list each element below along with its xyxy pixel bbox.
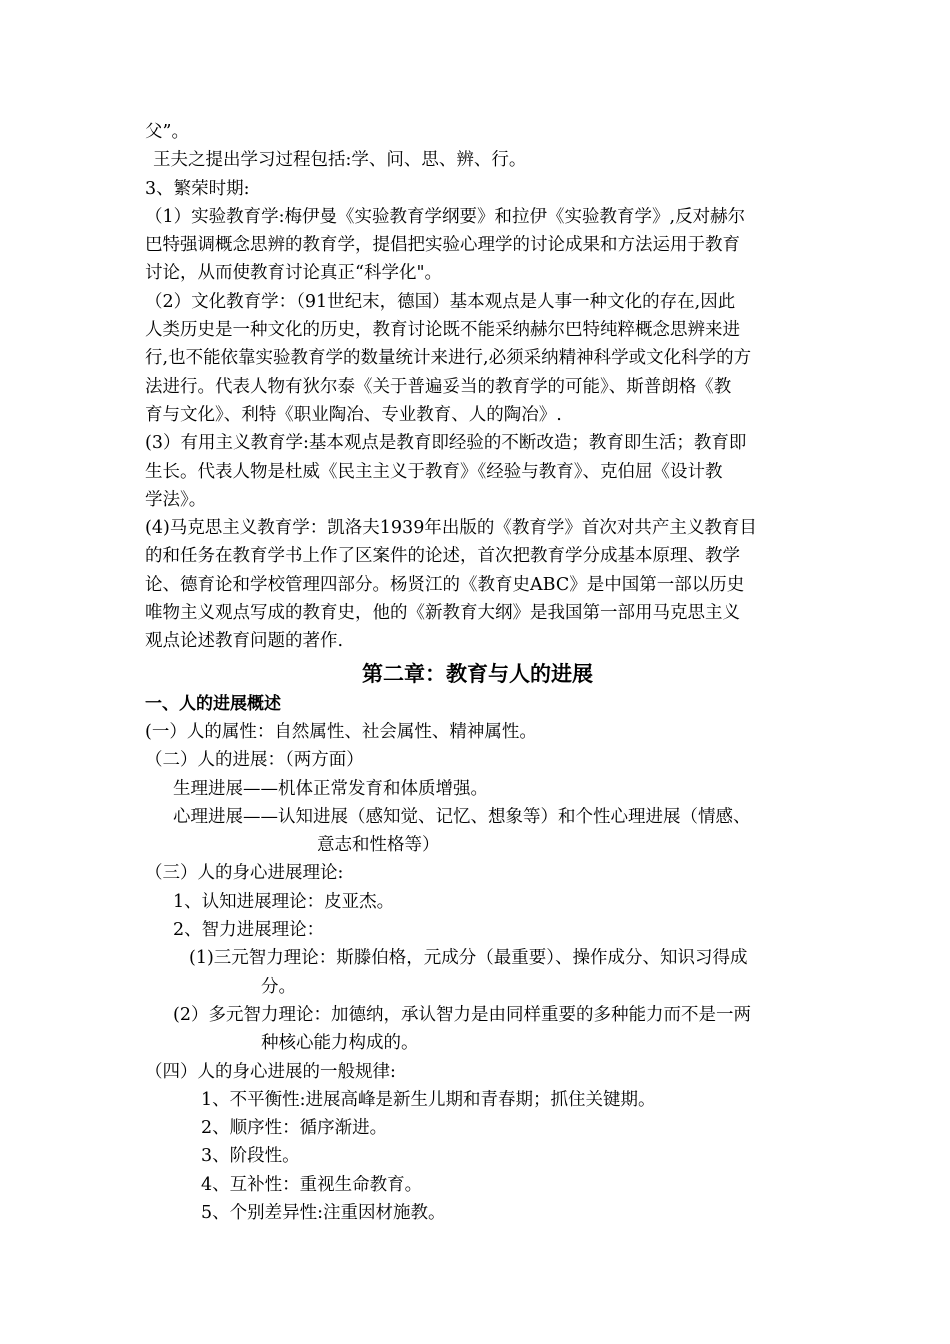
text-line: 观点论述教育问题的著作. xyxy=(145,631,344,652)
text-line: （1）实验教育学:梅伊曼《实验教育学纲要》和拉伊《实验教育学》,反对赫尔 xyxy=(145,206,746,227)
text-line: 王夫之提出学习过程包括:学、问、思、辨、行。 xyxy=(153,150,527,171)
list-item-continuation: 种核心能力构成的。 xyxy=(261,1033,419,1054)
document-page xyxy=(145,118,810,1227)
list-item: 心理进展——认知进展（感知觉、记忆、想象等）和个性心理进展（情感、 xyxy=(173,806,751,827)
text-line: 行,也不能依靠实验教育学的数量统计来进行,必须采纳精神科学或文化科学的方 xyxy=(145,348,752,369)
list-item: 2、顺序性：循序渐进。 xyxy=(201,1118,388,1139)
list-item: 2、智力进展理论： xyxy=(173,920,325,941)
list-item: (1)三元智力理论：斯滕伯格，元成分（最重要）、操作成分、知识习得成 xyxy=(189,948,748,969)
text-line: 巴特强调概念思辨的教育学，提倡把实验心理学的讨论成果和方法运用于教育 xyxy=(145,235,740,256)
text-line: (3）有用主义教育学:基本观点是教育即经验的不断改造；教育即生活；教育即 xyxy=(145,433,747,454)
text-line: (4)马克思主义教育学：凯洛夫1939年出版的《教育学》首次对共产主义教育目 xyxy=(145,518,757,539)
text-line: 学法》。 xyxy=(145,489,207,510)
text-line: 法进行。代表人物有狄尔泰《关于普遍妥当的教育学的可能》、斯普朗格《教 xyxy=(145,376,732,397)
text-line: 人类历史是一种文化的历史，教育讨论既不能采纳赫尔巴特纯粹概念思辨来进 xyxy=(145,320,740,341)
list-item: 1、不平衡性:进展高峰是新生儿期和青春期；抓住关键期。 xyxy=(201,1089,656,1110)
list-item-continuation: 意志和性格等） xyxy=(317,835,440,856)
section-heading: 一、人的进展概述 xyxy=(145,693,281,714)
list-item: 3、阶段性。 xyxy=(201,1146,300,1167)
text-line: 论、德育论和学校管理四部分。杨贤江的《教育史ABC》是中国第一部以历史 xyxy=(145,574,745,595)
text-line: 父”。 xyxy=(145,122,189,142)
list-item: 5、个别差异性:注重因材施教。 xyxy=(201,1202,446,1223)
text-line: 育与文化》、利特《职业陶冶、专业教育、人的陶冶》. xyxy=(145,404,562,425)
list-item: （三）人的身心进展理论: xyxy=(145,863,344,884)
text-line: 生长。代表人物是杜威《民主主义于教育》《经验与教育》、克伯屈《设计教 xyxy=(145,461,723,482)
text-line: （2）文化教育学：（91世纪末，德国）基本观点是人事一种文化的存在,因此 xyxy=(145,291,736,312)
list-item: （四）人的身心进展的一般规律: xyxy=(145,1061,396,1082)
list-item: (一）人的属性：自然属性、社会属性、精神属性。 xyxy=(145,721,537,742)
text-line: 3、繁荣时期: xyxy=(145,178,250,199)
text-line: 的和任务在教育学书上作了区案件的论述，首次把教育学分成基本原理、教学 xyxy=(145,546,740,567)
text-line: 讨论，从而使教育讨论真正“科学化"。 xyxy=(145,263,442,284)
chapter-title: 第二章：教育与人的进展 xyxy=(362,661,593,686)
list-item-continuation: 分。 xyxy=(261,976,296,997)
list-item: （二）人的进展：（两方面） xyxy=(145,750,364,771)
list-item: 生理进展——机体正常发育和体质增强。 xyxy=(173,778,488,799)
list-item: 1、认知进展理论：皮亚杰。 xyxy=(173,891,395,912)
list-item: (2）多元智力理论：加德纳，承认智力是由同样重要的多种能力而不是一两 xyxy=(173,1004,751,1025)
list-item: 4、互补性：重视生命教育。 xyxy=(201,1174,423,1195)
text-line: 唯物主义观点写成的教育史，他的《新教育大纲》是我国第一部用马克思主义 xyxy=(145,603,740,624)
